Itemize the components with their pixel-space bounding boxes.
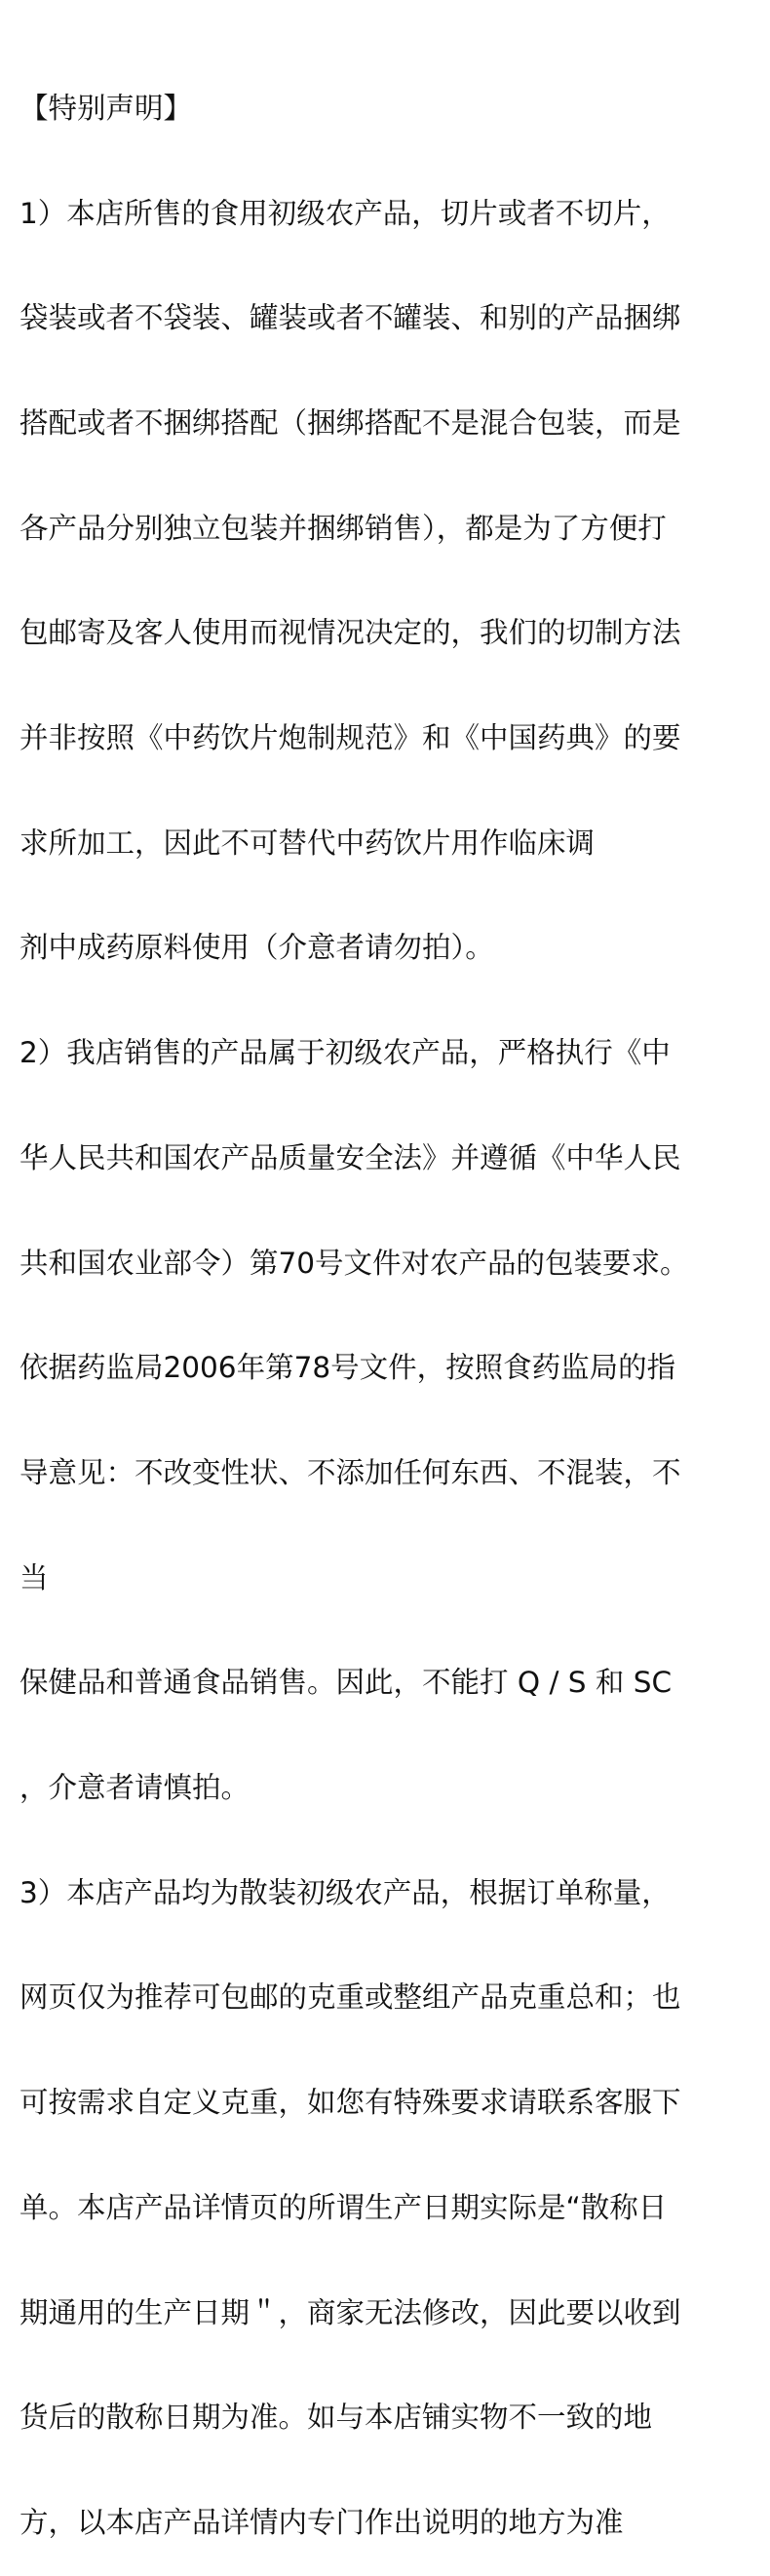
statement-line: 依据药监局2006年第78号文件，按照食药监局的指 xyxy=(19,1351,676,1385)
statement-line: 各产品分别独立包装并捆绑销售），都是为了方便打 xyxy=(19,511,667,545)
statement-line: 并非按照《中药饮片炮制规范》和《中国药典》的要 xyxy=(19,721,681,755)
statement-line: ，介意者请慎拍。 xyxy=(19,1771,250,1805)
statement-line: 方，以本店产品详情内专门作出说明的地方为准 xyxy=(19,2505,624,2539)
statement-line: 导意见：不改变性状、不添加任何东西、不混装，不 xyxy=(19,1455,681,1489)
statement-line: 1）本店所售的食用初级农产品，切片或者不切片， xyxy=(19,196,671,230)
statement-line: 单。本店产品详情页的所谓生产日期实际是“散称日 xyxy=(19,2190,668,2224)
statement-line: 共和国农业部令）第70号文件对农产品的包装要求。 xyxy=(19,1246,689,1280)
special-statement-document xyxy=(19,21,760,2576)
statement-line: 包邮寄及客人使用而视情况决定的，我们的切制方法 xyxy=(19,616,681,650)
statement-line: 剂中成药原料使用（介意者请勿拍）。 xyxy=(19,931,494,965)
statement-line: 华人民共和国农产品质量安全法》并遵循《中华人民 xyxy=(19,1140,681,1174)
statement-line: 2）我店销售的产品属于初级农产品，严格执行《中 xyxy=(19,1036,671,1070)
statement-line: 搭配或者不捆绑搭配（捆绑搭配不是混合包装，而是 xyxy=(19,405,681,440)
statement-line: 货后的散称日期为准。如与本店铺实物不一致的地 xyxy=(19,2401,653,2435)
statement-line: 期通用的生产日期＂，商家无法修改，因此要以收到 xyxy=(19,2295,681,2329)
statement-heading: 【特别声明】 xyxy=(19,91,193,125)
statement-line: 可按需求自定义克重，如您有特殊要求请联系客服下 xyxy=(19,2086,681,2120)
statement-line: 求所加工，因此不可替代中药饮片用作临床调 xyxy=(19,826,596,860)
statement-line: 保健品和普通食品销售。因此，不能打 Q / S 和 SC xyxy=(19,1666,673,1700)
statement-line: 袋装或者不袋装、罐装或者不罐装、和别的产品捆绑 xyxy=(19,301,681,335)
statement-line: 当 xyxy=(19,1560,49,1595)
statement-line: 网页仅为推荐可包邮的克重或整组产品克重总和；也 xyxy=(19,1980,681,2015)
statement-line: 3）本店产品均为散装初级农产品，根据订单称量， xyxy=(19,1875,671,1909)
